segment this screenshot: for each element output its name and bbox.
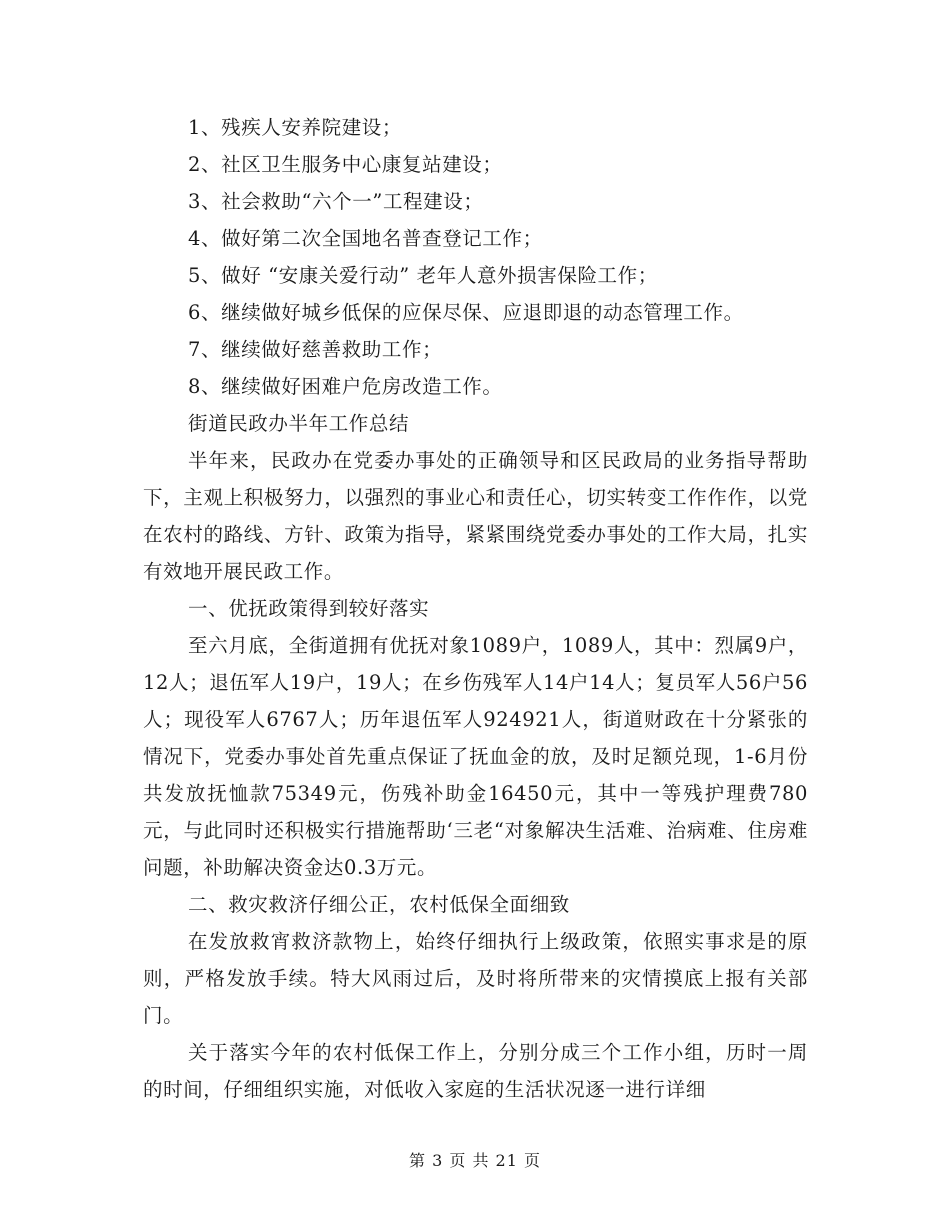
section-heading: 一、优抚政策得到较好落实 (188, 597, 430, 620)
section-paragraph: 至六月底，全街道拥有优抚对象1089户，1089人，其中：烈属9户，12人；退伍军人19户，19人；在乡伤残军人14户14人；复员军人56户56人；现役军人6767人；历年退伍军人924921人，街道财政在十分紧张的情况下，党委办事处首先重点保证了抚血金的放，及时足额兑现，1-6月份共发放抚恤款75349元，伤残补助金16450元，其中一等残护理费780元，与此同时还积极实行措施帮助‘三老“对象解决生活难、治病难、住房难问题，补助解决资金达0.3万元。 (143, 634, 808, 879)
list-item: 2、社区卫生服务中心康复站建设； (188, 153, 503, 176)
list-item: 6、继续做好城乡低保的应保尽保、应退即退的动态管理工作。 (188, 301, 744, 324)
section-paragraph: 关于落实今年的农村低保工作上，分别分成三个工作小组，历时一周的时间，仔细组织实施，对低收入家庭的生活状况逐一进行详细 (143, 1041, 808, 1101)
list-item: 7、继续做好慈善救助工作； (188, 338, 443, 361)
document-title: 街道民政办半年工作总结 (188, 412, 410, 435)
list-item: 4、做好第二次全国地名普查登记工作； (188, 227, 543, 250)
intro-paragraph: 半年来，民政办在党委办事处的正确领导和区民政局的业务指导帮助下，主观上积极努力，以强烈的事业心和责任心，切实转变工作作作，以党在农村的路线、方针、政策为指导，紧紧围绕党委办事处的工作大局，扎实有效地开展民政工作。 (143, 449, 808, 583)
section-paragraph: 在发放救宵救济款物上，始终仔细执行上级政策，依照实事求是的原则，严格发放手续。特大风雨过后，及时将所带来的灾情摸底上报有关部门。 (143, 930, 808, 1027)
list-item: 1、残疾人安养院建设； (188, 116, 403, 139)
list-item: 8、继续做好困难户危房改造工作。 (188, 375, 503, 398)
document-body (143, 109, 808, 1108)
list-item: 5、做好 “安康关爱行动” 老年人意外损害保险工作； (188, 264, 658, 287)
page-number-footer: 第 3 页 共 21 页 (409, 1151, 541, 1170)
section-heading: 二、救灾救济仔细公正，农村低保全面细致 (188, 893, 570, 916)
list-item: 3、社会救助“六个一”工程建设； (188, 190, 484, 213)
